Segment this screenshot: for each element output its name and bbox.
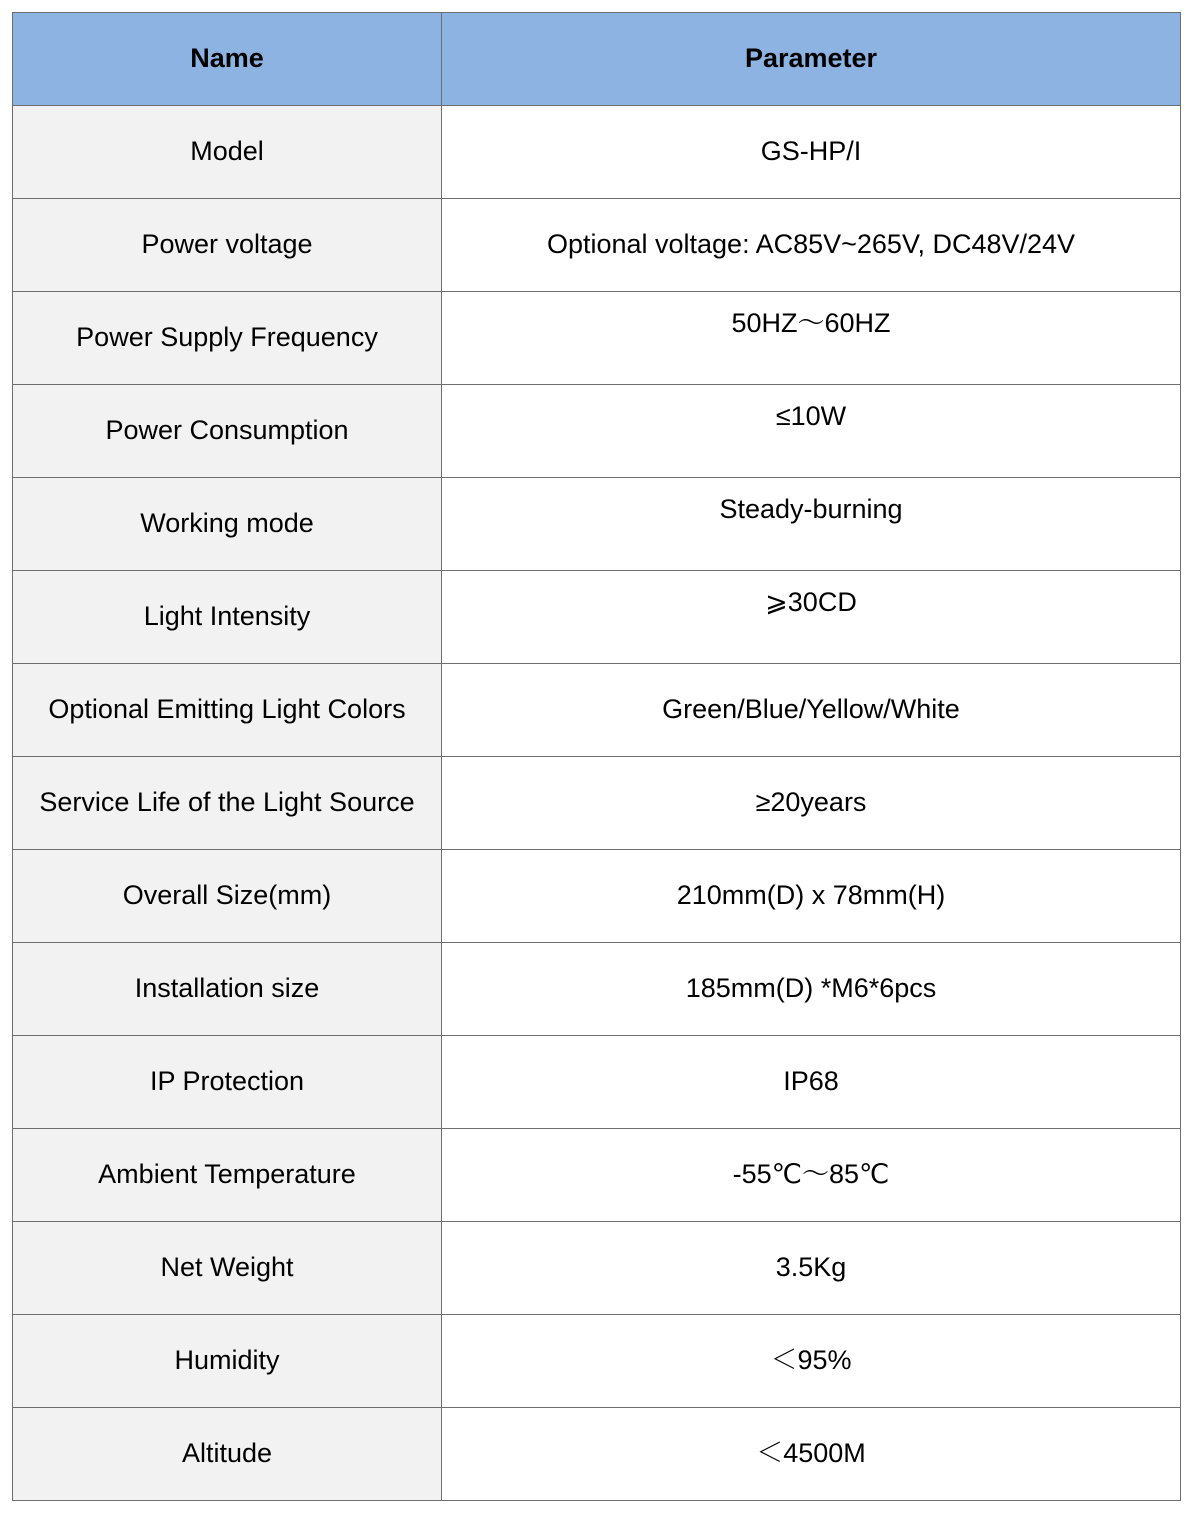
value-text: Steady-burning [719, 494, 903, 525]
row-value-power-consumption [442, 385, 1181, 478]
table-row [13, 571, 1181, 664]
value-text: 50HZ～60HZ [731, 308, 891, 339]
table-row [13, 106, 1181, 199]
table-row [13, 385, 1181, 478]
row-name-working-mode: Working mode [13, 478, 442, 571]
row-value-overall-size: 210mm(D) x 78mm(H) [442, 850, 1181, 943]
table-row [13, 292, 1181, 385]
row-name-model: Model [13, 106, 442, 199]
row-name-light-colors: Optional Emitting Light Colors [13, 664, 442, 757]
table-row [13, 1129, 1181, 1222]
value-text: ≤10W [775, 401, 847, 432]
header-name: Name [13, 13, 442, 106]
table-row [13, 199, 1181, 292]
row-name-power-voltage: Power voltage [13, 199, 442, 292]
table-row [13, 757, 1181, 850]
row-value-light-colors: Green/Blue/Yellow/White [442, 664, 1181, 757]
row-name-service-life: Service Life of the Light Source [13, 757, 442, 850]
table-row [13, 664, 1181, 757]
row-value-net-weight: 3.5Kg [442, 1222, 1181, 1315]
table-row [13, 943, 1181, 1036]
row-value-humidity: ＜95% [442, 1315, 1181, 1408]
table-row [13, 478, 1181, 571]
row-value-light-intensity [442, 571, 1181, 664]
row-name-power-supply-frequency: Power Supply Frequency [13, 292, 442, 385]
row-value-installation-size: 185mm(D) *M6*6pcs [442, 943, 1181, 1036]
row-value-power-supply-frequency [442, 292, 1181, 385]
value-text: ⩾30CD [765, 587, 857, 618]
table-row [13, 1222, 1181, 1315]
row-value-service-life: ≥20years [442, 757, 1181, 850]
row-value-ip-protection: IP68 [442, 1036, 1181, 1129]
row-value-model: GS-HP/I [442, 106, 1181, 199]
row-name-overall-size: Overall Size(mm) [13, 850, 442, 943]
header-parameter: Parameter [442, 13, 1181, 106]
row-name-installation-size: Installation size [13, 943, 442, 1036]
table-header-row [13, 13, 1181, 106]
row-name-ambient-temperature: Ambient Temperature [13, 1129, 442, 1222]
spec-table [12, 12, 1181, 1501]
row-name-power-consumption: Power Consumption [13, 385, 442, 478]
row-value-working-mode [442, 478, 1181, 571]
row-name-humidity: Humidity [13, 1315, 442, 1408]
row-name-light-intensity: Light Intensity [13, 571, 442, 664]
table-row [13, 1408, 1181, 1501]
row-name-ip-protection: IP Protection [13, 1036, 442, 1129]
table-row [13, 1036, 1181, 1129]
row-name-net-weight: Net Weight [13, 1222, 442, 1315]
table-row [13, 850, 1181, 943]
row-value-ambient-temperature: -55℃～85℃ [442, 1129, 1181, 1222]
row-value-power-voltage: Optional voltage: AC85V~265V, DC48V/24V [442, 199, 1181, 292]
table-row [13, 1315, 1181, 1408]
row-name-altitude: Altitude [13, 1408, 442, 1501]
row-value-altitude: ＜4500M [442, 1408, 1181, 1501]
